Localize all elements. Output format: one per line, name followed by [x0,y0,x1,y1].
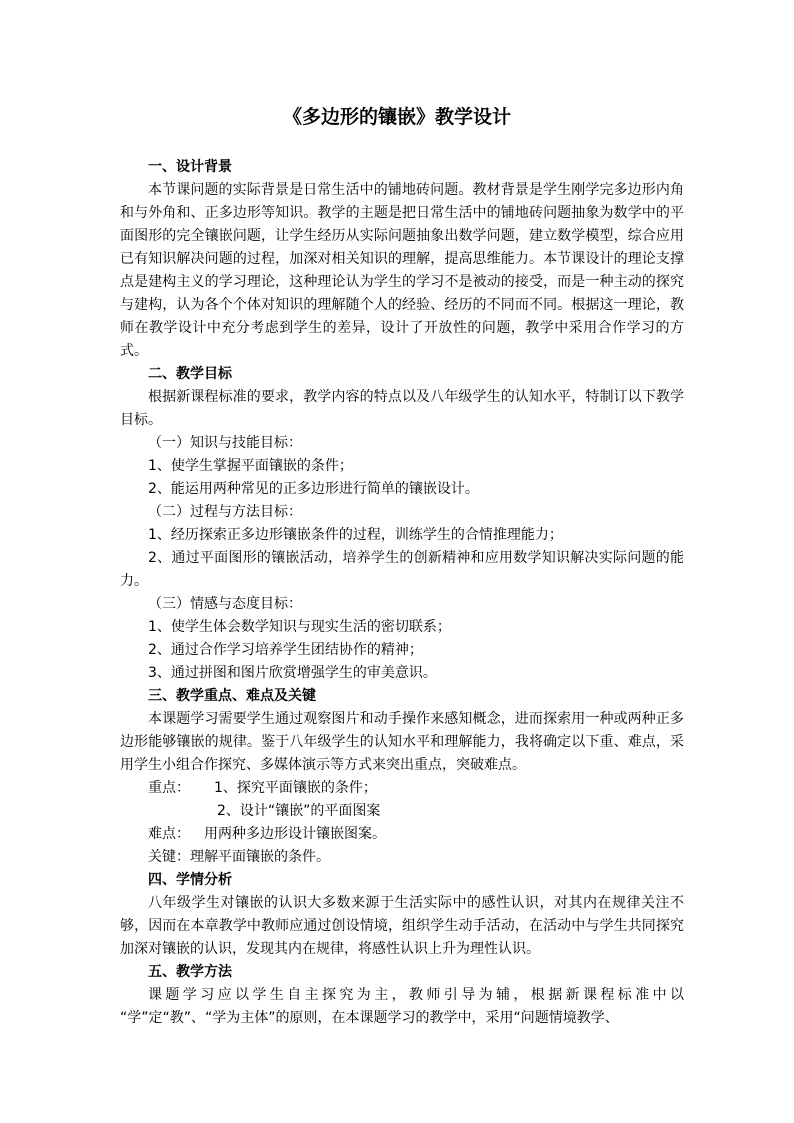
difficulty-text: 用两种多边形设计镶嵌图案。 [204,826,386,842]
section-heading-objectives: 二、教学目标 [148,366,232,382]
section-heading-methods: 五、教学方法 [148,964,232,980]
key-point-label: 重点： [148,780,190,796]
objective-item: 2、通过合作学习培养学生团结协作的精神； [148,642,423,658]
objective-item: 1、使学生体会数学知识与现实生活的密切联系； [148,619,451,635]
section-heading-background: 一、设计背景 [148,159,232,175]
key-point-item: 2、设计“镶嵌”的平面图案 [217,803,381,819]
document-body [120,156,684,1030]
objective-group-label-process: （二）过程与方法目标： [148,504,302,520]
critical-row [120,846,684,869]
objective-item: 1、经历探索正多边形镶嵌条件的过程，训练学生的合情推理能力； [148,527,563,543]
key-point-item: 1、探究平面镶嵌的条件； [214,780,377,796]
section-paragraph-objectives: 根据新课程标准的要求，教学内容的特点以及八年级学生的认知水平，特制订以下教学目标。 [120,389,684,428]
objective-item: 2、能运用两种常见的正多边形进行简单的镶嵌设计。 [148,481,479,497]
section-paragraph-methods: 课题学习应以学生自主探究为主，教师引导为辅，根据新课程标准中以 “学”定“教”、“学为主体”的原则，在本课题学习的教学中，采用“问题情境教学、 [120,987,684,1026]
objective-item: 2、通过平面图形的镶嵌活动，培养学生的创新精神和应用数学知识解决实际问题的能力。 [120,550,684,589]
section-heading-learner-analysis: 四、学情分析 [148,872,232,888]
critical-text: 理解平面镶嵌的条件。 [190,849,330,865]
document-title: 《多边形的镶嵌》教学设计 [282,106,511,128]
section-heading-key-points: 三、教学重点、难点及关键 [148,688,316,704]
objective-item: 3、通过拼图和图片欣赏增强学生的审美意识。 [148,665,437,681]
critical-label: 关键： [148,849,190,865]
section-paragraph-key-points: 本课题学习需要学生通过观察图片和动手操作来感知概念，进而探索用一种或两种正多边形能够镶嵌的规律。鉴于八年级学生的认知水平和理解能力，我将确定以下重、难点，采用学生小组合作探究、多媒体演示等方式来突出重点，突破难点。 [120,711,684,773]
section-paragraph-background: 本节课问题的实际背景是日常生活中的铺地砖问题。教材背景是学生刚学完多边形内角和与外角和、正多边形等知识。教学的主题是把日常生活中的铺地砖问题抽象为数学中的平面图形的完全镶嵌问题，让学生经历从实际问题抽象出数学问题，建立数学模型，综合应用已有知识解决问题的过程，加深对相关知识的理解，提高思维能力。本节课设计的理论支撑点是建构主义的学习理论，这种理论认为学生的学习不是被动的接受，而是一种主动的探究与建构，认为各个个体对知识的理解随个人的经验、经历的不同而不同。根据这一理论，教师在教学设计中充分考虑到学生的差异，设计了开放性的问题，教学中采用合作学习的方式。 [120,182,684,359]
difficulty-row [120,823,684,846]
objective-item: 1、使学生掌握平面镶嵌的条件； [148,458,353,474]
section-paragraph-learner-analysis: 八年级学生对镶嵌的认识大多数来源于生活实际中的感性认识，对其内在规律关注不够，因而在本章教学中教师应通过创设情境，组织学生动手活动，在活动中与学生共同探究加深对镶嵌的认识，发现其内在规律，将感性认识上升为理性认识。 [120,895,684,957]
difficulty-label: 难点： [148,826,190,842]
objective-group-label-knowledge: （一）知识与技能目标： [148,435,302,451]
objective-group-label-attitude: （三）情感与态度目标： [148,596,302,612]
key-point-row [120,777,684,800]
